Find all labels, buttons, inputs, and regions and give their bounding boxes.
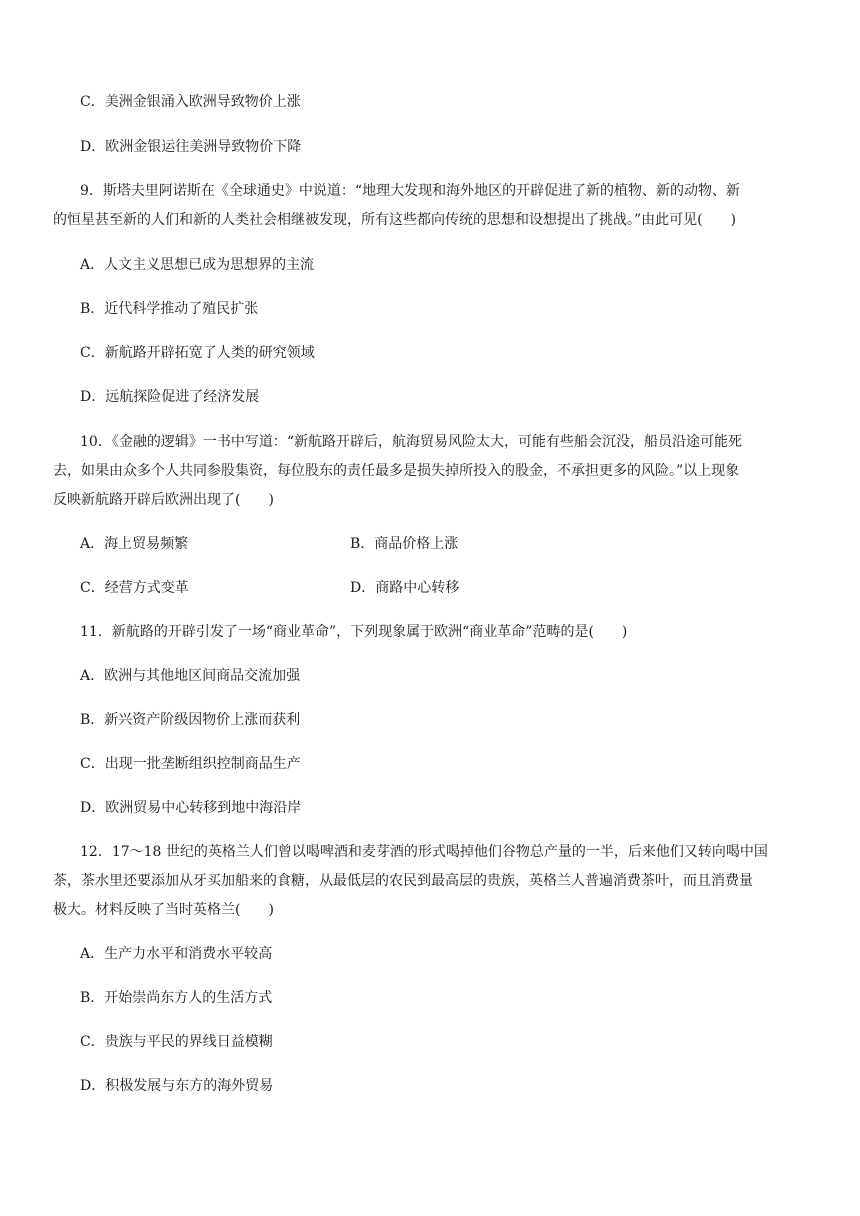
q11-stem: 11．新航路的开辟引发了一场“商业革命”，下列现象属于欧洲“商业革命”范畴的是( )	[80, 624, 628, 640]
q12-stem-line-2: 茶，茶水里还要添加从牙买加船来的食糖，从最低层的农民到最高层的贵族，英格兰人普遍消费茶叶，而且消费量	[53, 873, 753, 889]
q12-stem-line-1: 12．17～18 世纪的英格兰人们曾以喝啤酒和麦芽酒的形式喝掉他们谷物总产量的一半，后来他们又转向喝中国	[80, 844, 768, 860]
q9-stem-line-1: 9．斯塔夫里阿诺斯在《全球通史》中说道：“地理大发现和海外地区的开辟促进了新的植物、新的动物、新	[80, 183, 741, 199]
q9-option-d: D．远航探险促进了经济发展	[80, 389, 260, 405]
q10-option-d: D．商路中心转移	[350, 580, 460, 596]
q9-stem-line-2: 的恒星甚至新的人们和新的人类社会相继被发现，所有这些都向传统的思想和设想提出了挑战。”由此可见( )	[53, 212, 737, 228]
q12-option-b: B．开始崇尚东方人的生活方式	[80, 990, 273, 1006]
q12-stem-line-3: 极大。材料反映了当时英格兰( )	[53, 902, 274, 918]
q9-option-b: B．近代科学推动了殖民扩张	[80, 301, 259, 317]
q8-option-c: C．美洲金银涌入欧洲导致物价上涨	[80, 94, 301, 110]
q12-option-c: C．贵族与平民的界线日益模糊	[80, 1034, 273, 1050]
q11-option-b: B．新兴资产阶级因物价上涨而获利	[80, 712, 301, 728]
q8-option-d: D．欧洲金银运往美洲导致物价下降	[80, 139, 302, 155]
q12-option-d: D．积极发展与东方的海外贸易	[80, 1078, 274, 1094]
q10-stem-line-2: 去，如果由众多个人共同参股集资，每位股东的责任最多是损失掉所投入的股金，不承担更多的风险。”以上现象	[53, 463, 740, 479]
q11-option-a: A．欧洲与其他地区间商品交流加强	[80, 668, 301, 684]
q9-option-c: C．新航路开辟拓宽了人类的研究领域	[80, 345, 315, 361]
q9-option-a: A．人文主义思想已成为思想界的主流	[80, 257, 315, 273]
q11-option-c: C．出现一批垄断组织控制商品生产	[80, 756, 301, 772]
q12-option-a: A．生产力水平和消费水平较高	[80, 946, 273, 962]
q10-option-a: A．海上贸易频繁	[80, 536, 189, 552]
q11-option-d: D．欧洲贸易中心转移到地中海沿岸	[80, 800, 302, 816]
q10-stem-line-1: 10．《金融的逻辑》一书中写道：“新航路开辟后，航海贸易风险太大，可能有些船会沉没，船员沿途可能死	[80, 434, 742, 450]
q10-option-c: C．经营方式变革	[80, 580, 189, 596]
q10-stem-line-3: 反映新航路开辟后欧洲出现了( )	[53, 492, 274, 508]
q10-option-b: B．商品价格上涨	[350, 536, 459, 552]
